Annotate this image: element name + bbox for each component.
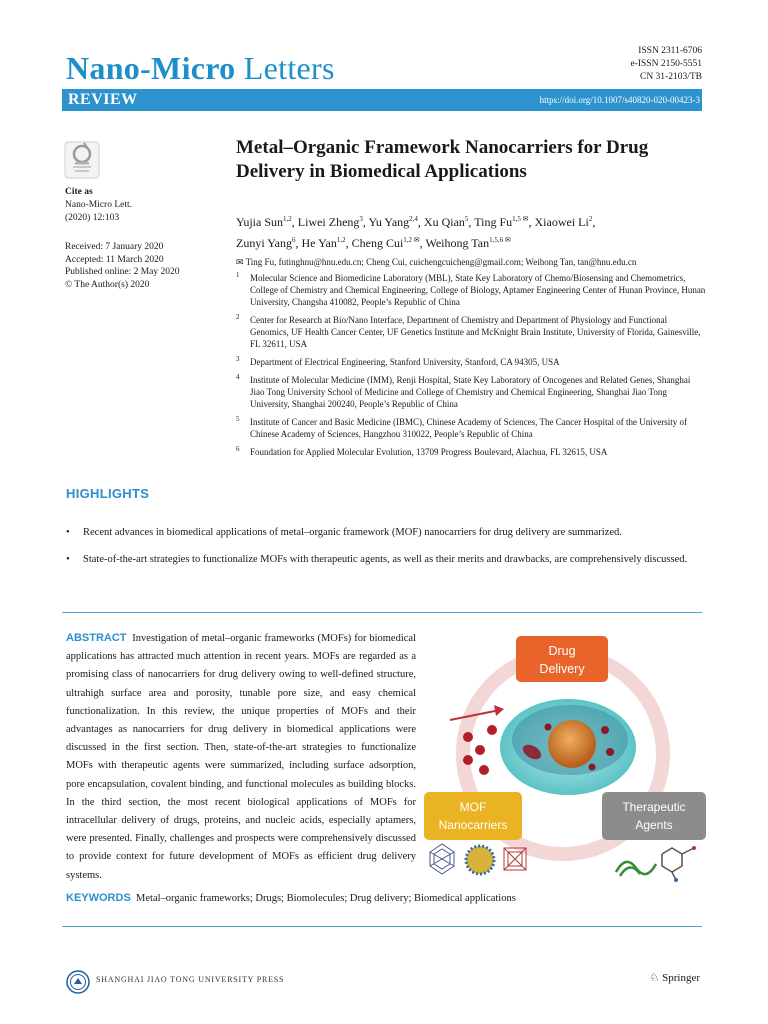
contact-emails[interactable]: ✉ Ting Fu, futinghnu@hnu.edu.cn; Cheng Cui, cuichengcuicheng@gmail.com; Weihong Tan, tan@hnu.edu.cn: [236, 257, 637, 267]
abstract: [66, 629, 416, 885]
section-label: REVIEW: [68, 91, 138, 108]
cite-label: Cite as: [65, 187, 93, 197]
keywords-text: Metal–organic frameworks; Drugs; Biomolecules; Drug delivery; Biomedical applications: [136, 893, 516, 904]
mof-structure-icon: [430, 844, 454, 874]
therapeutic-line2: Agents: [635, 818, 673, 832]
mof-line1: MOF: [459, 800, 487, 814]
date-published: Published online: 2 May 2020: [65, 267, 180, 277]
eissn: e-ISSN 2150-5551: [630, 59, 702, 69]
molecule-icon: [662, 846, 696, 882]
mof-line2: Nanocarriers: [438, 818, 508, 832]
bullet-icon: •: [66, 554, 70, 565]
author[interactable]: Yujia Sun$^{1,2}$: [236, 215, 292, 229]
article-title: Metal–Organic Framework Nanocarriers for Drug Delivery in Biomedical Applications: [236, 137, 649, 182]
springer-logo: ♘ Springer: [649, 972, 700, 984]
doi-link[interactable]: https://doi.org/10.1007/s40820-020-00423-3: [539, 95, 700, 105]
keywords: [66, 892, 706, 904]
highlights-heading: HIGHLIGHTS: [66, 486, 150, 501]
journal-title: [66, 50, 335, 87]
author[interactable]: Xiaowei Li$^2$: [534, 215, 593, 229]
nanoparticle-icon: [466, 846, 494, 874]
date-received: Received: 7 January 2020: [65, 242, 164, 252]
therapeutic-line1: Therapeutic: [622, 800, 686, 814]
author[interactable]: Xu Qian$^5$: [423, 215, 469, 229]
highlight-item: • State-of-the-art strategies to functionalize MOFs with therapeutic agents, as well as their merits and drawbacks, are comprehensively discussed.: [66, 550, 706, 569]
author-list: Yujia Sun$^{1,2}$, Liwei Zheng$^3$, Yu Yang$^{2,4}$, Xu Qian$^5$, Ting $Fu^{1,5 ✉}$, Xiaowei Li$^2$, Zunyi Yang$^6$, He Yan$^{1,2}$, Cheng Cui$^{1,2 ✉}$, Weihong Tan$^{1,5,6 ✉}$: [236, 215, 596, 250]
check-for-updates-icon[interactable]: [62, 140, 102, 180]
abstract-text: Investigation of metal–organic frameworks (MOFs) for biomedical applications has attracted much attention in recent years. MOFs are regarded as a promising class of nanocarriers for drug delivery owing to well-defined structure, ultrahigh surface area and porosity, tunable pore size, and easy chemical functionalization. In this review, the unique properties of MOFs and their advantages as nanocarriers for drug delivery in biomedical applications were discussed in the first section. Then, state-of-the-art strategies to functionalize MOFs with therapeutic agents were summarized, including surface adsorption, pore encapsulation, covalent binding, and functional molecules as building blocks. In the third section, the most recent biological applications of MOFs for intracellular delivery of drugs, proteins, and nucleic acids, especially aptamers, were presented. Finally, challenges and prospects were comprehensively discussed to provide context for future development of MOFs as efficient drug delivery systems.: [66, 633, 416, 881]
cite-block: [65, 186, 205, 225]
affiliations: [236, 272, 706, 464]
author[interactable]: Zunyi Yang$^6$: [236, 235, 296, 250]
author[interactable]: Liwei Zheng$^3$: [297, 215, 363, 229]
drug-delivery-line2: Delivery: [539, 662, 585, 676]
press-name: SHANGHAI JIAO TONG UNIVERSITY PRESS: [96, 975, 285, 984]
divider: [62, 926, 702, 927]
author[interactable]: Cheng Cui$^{1,2 ✉}$: [351, 235, 420, 250]
highlight-item: • Recent advances in biomedical applications of metal–organic framework (MOF) nanocarriers for drug delivery are summarized.: [66, 523, 706, 542]
nucleus: [548, 720, 596, 768]
cite-journal: Nano-Micro Lett.: [65, 200, 133, 210]
affiliation: 5 Institute of Cancer and Basic Medicine (IBMC), Chinese Academy of Sciences, The Cancer Hospital of the University of Chinese Academy of Sciences, Hangzhou 310022, People’s Republic of China: [236, 415, 687, 439]
dna-helix-icon: [616, 862, 656, 876]
cite-ref: (2020) 12:103: [65, 213, 120, 223]
divider: [62, 612, 702, 613]
date-accepted: Accepted: 11 March 2020: [65, 254, 164, 265]
bullet-icon: •: [66, 527, 70, 538]
author[interactable]: Ting $Fu^{1,5 ✉}$: [474, 215, 529, 229]
affiliation: 1 Molecular Science and Biomedicine Laboratory (MBL), State Key Laboratory of Chemo/Biosensing and Chemometrics, College of Chemistry and Chemical Engineering, College of Biology, Aptamer Engineering Center of Hunan Province, Hunan University, Changsha 410082, People’s Republic of China: [236, 271, 706, 307]
author[interactable]: He Yan$^{1,2}$: [301, 235, 346, 250]
university-seal-icon: [66, 970, 90, 994]
journal-name-light: Letters: [243, 50, 335, 86]
affiliation: 4 Institute of Molecular Medicine (IMM), Renji Hospital, State Key Laboratory of Oncogenes and Related Genes, Shanghai Jiao Tong University School of Medicine and College of Chemistry and Chemical Engineering, Shanghai Jiao Tong University, Shanghai 200240, People’s Republic of China: [236, 373, 691, 409]
springer-horse-icon: ♘: [649, 972, 660, 984]
drug-delivery-line1: Drug: [548, 644, 576, 658]
journal-name-bold: Nano-Micro: [66, 50, 236, 86]
affiliation: 6 Foundation for Applied Molecular Evolution, 13709 Progress Boulevard, Alachua, FL 32615, USA: [236, 445, 608, 457]
framework-icon: [504, 848, 526, 870]
copyright: © The Author(s) 2020: [65, 279, 150, 290]
graphical-abstract: [420, 632, 710, 882]
affiliation: 2 Center for Research at Bio/Nano Interface, Department of Chemistry and Department of Physiology and Functional Genomics, UF Health Cancer Center, UF Genetics Institute and McKnight Brain Institute, University of Florida, Gainesville, FL 32611, USA: [236, 313, 701, 349]
issn: ISSN 2311-6706: [638, 46, 702, 56]
issn-block: [630, 45, 702, 84]
cn-number: CN 31-2103/TB: [639, 72, 702, 82]
abstract-label: ABSTRACT: [66, 632, 127, 644]
affiliation: 3 Department of Electrical Engineering, Stanford University, Stanford, CA 94305, USA: [236, 355, 560, 367]
author[interactable]: Yu Yang$^{2,4}$: [368, 215, 418, 229]
author[interactable]: Weihong Tan$^{1,5,6 ✉}$: [425, 235, 511, 250]
dates-block: [65, 241, 225, 291]
keywords-label: KEYWORDS: [66, 892, 131, 904]
